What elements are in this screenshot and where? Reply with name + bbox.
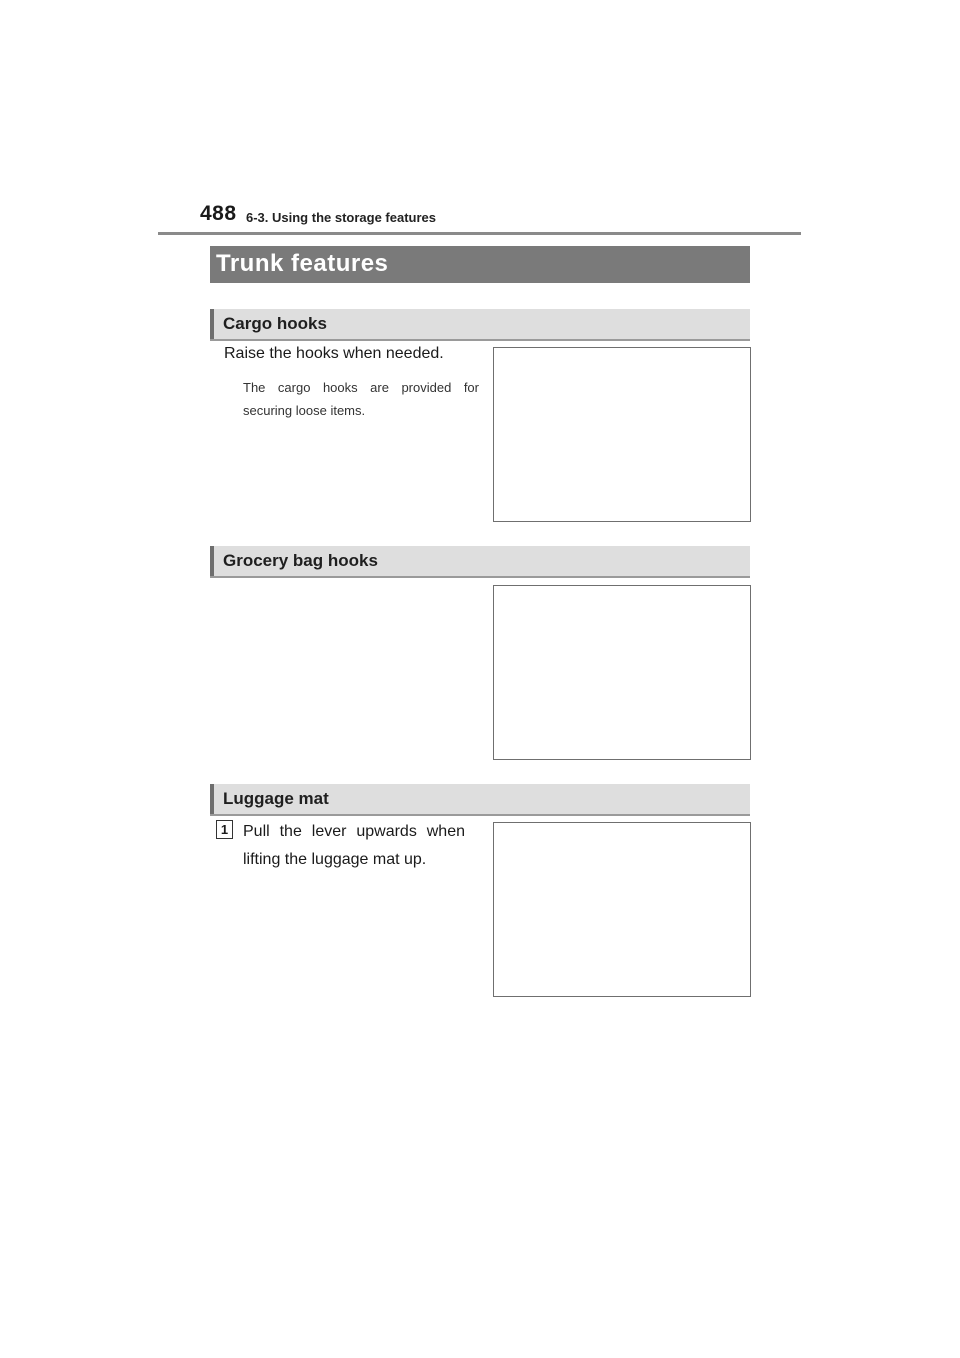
section-header-luggage-mat bbox=[210, 784, 750, 816]
page-title: Trunk features bbox=[216, 250, 389, 277]
cargo-hooks-figure bbox=[493, 347, 751, 522]
cargo-hooks-instruction: Raise the hooks when needed. bbox=[224, 345, 444, 362]
section-title: Luggage mat bbox=[223, 789, 329, 808]
page-title-bar bbox=[210, 246, 750, 283]
grocery-bag-hooks-figure bbox=[493, 585, 751, 760]
section-header-grocery-bag-hooks bbox=[210, 546, 750, 578]
luggage-mat-figure bbox=[493, 822, 751, 997]
cargo-hooks-note: The cargo hooks are provided for securing loose items. bbox=[243, 380, 479, 418]
section-marker bbox=[210, 546, 214, 576]
section-header-cargo-hooks bbox=[210, 309, 750, 341]
section-title: Grocery bag hooks bbox=[223, 551, 378, 570]
section-title: Cargo hooks bbox=[223, 314, 327, 333]
step-number-badge: 1 bbox=[216, 820, 233, 839]
section-marker bbox=[210, 309, 214, 339]
page-number: 488 bbox=[200, 202, 237, 225]
chapter-heading: 6-3. Using the storage features bbox=[246, 210, 436, 225]
luggage-mat-step-text: Pull the lever upwards when lifting the luggage mat up. bbox=[243, 823, 465, 868]
header-divider bbox=[158, 232, 801, 235]
section-marker bbox=[210, 784, 214, 814]
